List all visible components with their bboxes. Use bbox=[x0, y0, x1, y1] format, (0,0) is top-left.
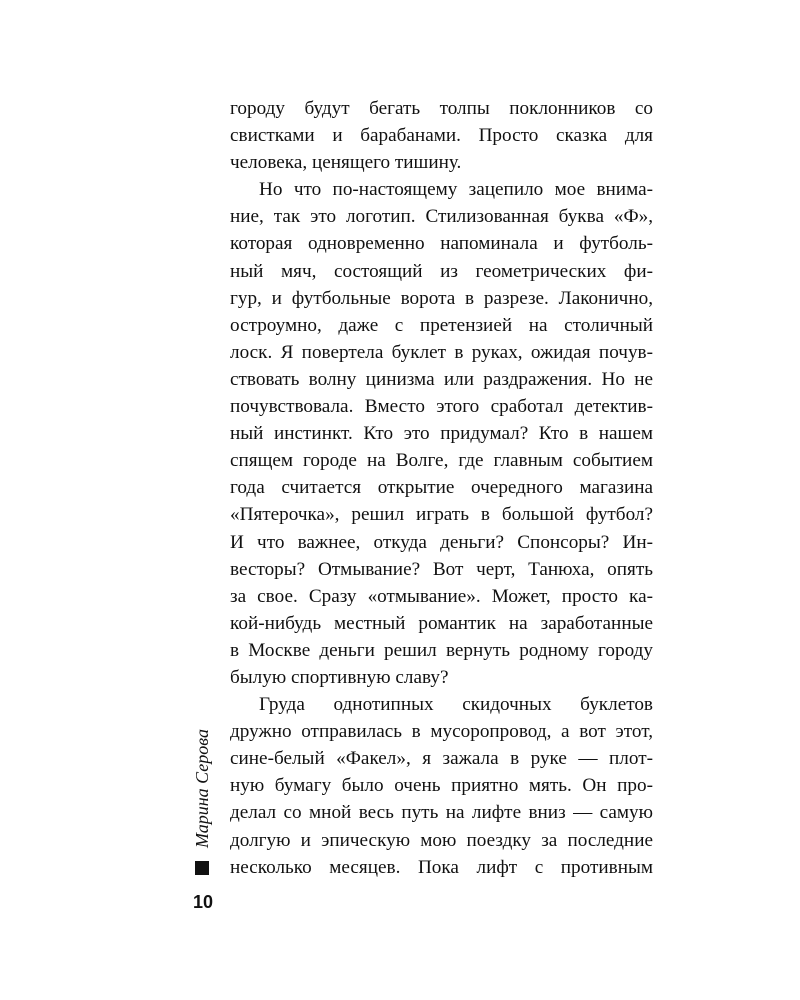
text-line: былую спортивную славу? bbox=[230, 666, 449, 688]
text-line: свистками и барабанами. Просто сказка для bbox=[230, 125, 653, 147]
running-head-marker bbox=[195, 861, 209, 875]
text-line: кой-нибудь местный романтик на заработанные bbox=[230, 612, 653, 634]
text-line: ный мяч, состоящий из геометрических фи- bbox=[230, 260, 653, 282]
text-line: человека, ценящего тишину. bbox=[230, 152, 462, 174]
running-head-author: Марина Серова bbox=[192, 729, 212, 848]
text-line: лоск. Я повертела буклет в руках, ожидая почув- bbox=[230, 341, 653, 363]
text-line: которая одновременно напоминала и футболь- bbox=[230, 233, 653, 255]
text-line: почувствовала. Вместо этого сработал детектив- bbox=[230, 396, 653, 418]
text-line: весторы? Отмывание? Вот черт, Танюха, опять bbox=[230, 558, 653, 580]
text-line: остроумно, даже с претензией на столичный bbox=[230, 314, 653, 336]
text-line: гур, и футбольные ворота в разрезе. Лаконично, bbox=[230, 287, 653, 309]
text-line: ный инстинкт. Кто это придумал? Кто в нашем bbox=[230, 423, 653, 445]
text-line: дружно отправилась в мусоропровод, а вот этот, bbox=[230, 721, 653, 743]
text-line: «Пятерочка», решил играть в большой футбол? bbox=[230, 504, 653, 526]
text-line: ную бумагу было очень приятно мять. Он про- bbox=[230, 775, 653, 797]
text-line: спящем городе на Волге, где главным событием bbox=[230, 450, 653, 472]
text-line: ствовать волну цинизма или раздражения. Но не bbox=[230, 368, 653, 390]
text-line: несколько месяцев. Пока лифт с противным bbox=[230, 856, 653, 878]
text-line: долгую и эпическую мою поездку за последние bbox=[230, 829, 653, 851]
body-text bbox=[230, 95, 653, 881]
text-line: Но что по-настоящему зацепило мое внима- bbox=[259, 179, 653, 201]
text-line: в Москве деньги решил вернуть родному городу bbox=[230, 639, 653, 661]
page-number: 10 bbox=[193, 892, 214, 912]
text-line: ние, так это логотип. Стилизованная буква «Ф», bbox=[230, 206, 653, 228]
text-line: делал со мной весь путь на лифте вниз — самую bbox=[230, 802, 653, 824]
text-line: сине-белый «Факел», я зажала в руке — плот- bbox=[230, 748, 653, 770]
text-line: Груда однотипных скидочных буклетов bbox=[259, 694, 653, 716]
text-line: городу будут бегать толпы поклонников со bbox=[230, 98, 653, 119]
text-line: за свое. Сразу «отмывание». Может, просто ка- bbox=[230, 585, 653, 607]
text-line: И что важнее, откуда деньги? Спонсоры? Ин- bbox=[230, 531, 653, 553]
text-line: года считается открытие очередного магазина bbox=[230, 477, 653, 499]
